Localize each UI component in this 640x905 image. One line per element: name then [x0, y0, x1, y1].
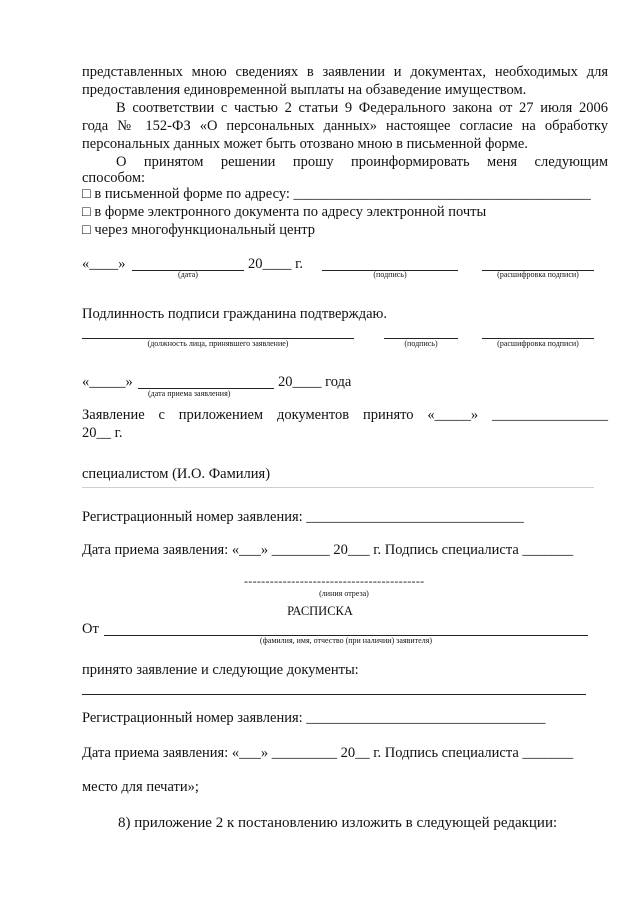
cut-line: ------------------------------------------: [244, 574, 425, 588]
para1-line2: предоставления единовременной выплаты на обзаведение имуществом.: [82, 82, 527, 98]
auth-cap-decode: (расшифровка подписи): [497, 339, 579, 348]
accept-year: 20____ года: [278, 374, 352, 390]
receipt-accepted-text: принято заявление и следующие документы:: [82, 662, 359, 678]
date-accept-1: Дата приема заявления: «___» ________ 20___ г. Подпись специалиста _______: [82, 542, 574, 558]
sign1-cap-sign: (подпись): [373, 270, 407, 279]
option-written[interactable]: □ в письменной форме по адресу: _________________________________________: [82, 186, 591, 202]
para1-line1: представленных мною сведениях в заявлении и документах, необходимых для: [82, 64, 608, 80]
para2-line2: года № 152-ФЗ «О персональных данных» настоящее согласие на обработку: [82, 118, 608, 134]
sign1-cap-decode: (расшифровка подписи): [497, 270, 579, 279]
sign1-year: 20____ г.: [248, 256, 304, 272]
para2-line3: персональных данных может быть отозвано мною в письменной форме.: [82, 136, 528, 152]
reg-number-1: Регистрационный номер заявления: ______________________________: [82, 509, 524, 525]
receipt-from: От: [82, 621, 99, 637]
sign1-cap-date: (дата): [178, 270, 198, 279]
footer-text: 8) приложение 2 к постановлению изложить в следующей редакции:: [118, 815, 558, 831]
auth-text: Подлинность подписи гражданина подтверждаю.: [82, 306, 387, 322]
receipt-date: Дата приема заявления: «___» _________ 20__ г. Подпись специалиста _______: [82, 745, 574, 761]
accepted-line1: Заявление с приложением документов принято «_____» ________________: [82, 407, 608, 423]
cut-cap: (линия отреза): [319, 589, 369, 598]
para3-line1: О принятом решении прошу проинформировать меня следующим: [116, 154, 608, 170]
accepted-line2: 20__ г.: [82, 425, 123, 441]
option-email[interactable]: □ в форме электронного документа по адресу электронной почты: [82, 204, 487, 220]
receipt-docs-line: [82, 694, 586, 695]
option-mfc[interactable]: □ через многофункциональный центр: [82, 222, 315, 238]
receipt-reg-number: Регистрационный номер заявления: _________________________________: [82, 710, 546, 726]
para2-line1: В соответствии с частью 2 статьи 9 Федерального закона от 27 июля 2006: [116, 100, 608, 116]
para3-line2: способом:: [82, 170, 146, 186]
specialist-text: специалистом (И.О. Фамилия): [82, 466, 271, 482]
sign1-quote: «____»: [82, 256, 126, 272]
receipt-from-cap: (фамилия, имя, отчество (при наличии) заявителя): [259, 636, 433, 645]
receipt-title: РАСПИСКА: [287, 604, 353, 618]
auth-cap-position: (должность лица, принявшего заявление): [147, 339, 289, 348]
accept-quote: «_____»: [82, 374, 133, 390]
accept-cap: (дата приема заявления): [148, 389, 231, 398]
auth-cap-sign: (подпись): [404, 339, 438, 348]
receipt-stamp: место для печати»;: [82, 779, 199, 795]
separator-line: [82, 487, 594, 488]
